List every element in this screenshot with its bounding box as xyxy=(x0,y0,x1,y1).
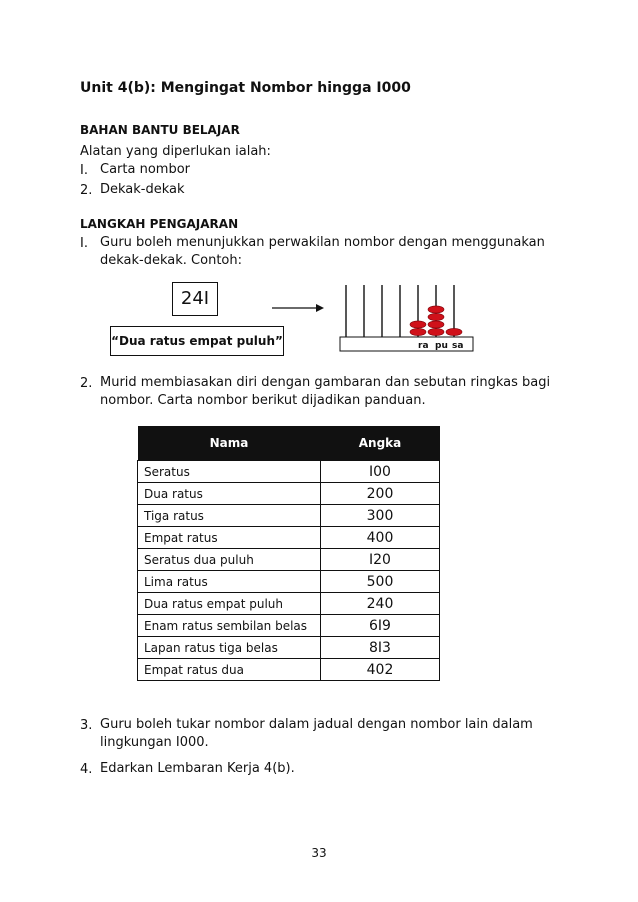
table-row xyxy=(138,461,440,483)
cell-angka: I00 xyxy=(321,461,440,483)
column-header-angka: Angka xyxy=(321,426,440,461)
step-3-line2: lingkungan I000. xyxy=(100,735,209,750)
step-2-line1: Murid membiasakan diri dengan gambaran dan sebutan ringkas bagi xyxy=(100,375,551,390)
arrow-head xyxy=(316,304,324,312)
abacus-bead-pu xyxy=(428,306,444,313)
table-row xyxy=(138,527,440,549)
cell-nama: Empat ratus dua xyxy=(138,659,321,681)
abacus-bead-ra xyxy=(410,321,426,328)
cell-nama: Empat ratus xyxy=(138,527,321,549)
cell-nama: Enam ratus sembilan belas xyxy=(138,615,321,637)
table-row xyxy=(138,549,440,571)
bahan-item-text: Dekak-dekak xyxy=(100,182,185,197)
langkah-heading: LANGKAH PENGAJARAN xyxy=(80,217,239,231)
table-row xyxy=(138,571,440,593)
cell-angka: 240 xyxy=(321,593,440,615)
step-4-number: 4. xyxy=(80,762,93,777)
cell-nama: Lima ratus xyxy=(138,571,321,593)
abacus-label-pu: pu xyxy=(435,341,448,351)
abacus-bead-pu xyxy=(428,328,444,335)
table-row xyxy=(138,615,440,637)
cell-nama: Dua ratus xyxy=(138,483,321,505)
table-row xyxy=(138,659,440,681)
bahan-item-number: I. xyxy=(80,163,88,178)
abacus-label-sa: sa xyxy=(452,341,464,351)
step-3-number: 3. xyxy=(80,718,93,733)
abacus-bead-pu xyxy=(428,313,444,320)
table-body xyxy=(138,461,440,681)
cell-nama: Tiga ratus xyxy=(138,505,321,527)
bahan-heading: BAHAN BANTU BELAJAR xyxy=(80,123,240,137)
cell-nama: Seratus xyxy=(138,461,321,483)
table-row xyxy=(138,483,440,505)
cell-angka: 400 xyxy=(321,527,440,549)
number-chart-table xyxy=(137,426,440,681)
cell-angka: 8I3 xyxy=(321,637,440,659)
bahan-item-number: 2. xyxy=(80,183,93,198)
step-3-line1: Guru boleh tukar nombor dalam jadual dengan nombor lain dalam xyxy=(100,717,533,732)
step-2-number: 2. xyxy=(80,376,93,391)
table-row xyxy=(138,505,440,527)
cell-nama: Seratus dua puluh xyxy=(138,549,321,571)
cell-nama: Lapan ratus tiga belas xyxy=(138,637,321,659)
page-title: Unit 4(b): Mengingat Nombor hingga I000 xyxy=(80,80,411,96)
abacus-bead-pu xyxy=(428,321,444,328)
abacus-bead-ra xyxy=(410,328,426,335)
example-words-box: “Dua ratus empat puluh” xyxy=(110,326,284,356)
cell-angka: 300 xyxy=(321,505,440,527)
step-1-line1: Guru boleh menunjukkan perwakilan nombor dengan menggunakan xyxy=(100,235,545,250)
step-4-text: Edarkan Lembaran Kerja 4(b). xyxy=(100,761,295,776)
cell-nama: Dua ratus empat puluh xyxy=(138,593,321,615)
column-header-nama: Nama xyxy=(138,426,321,461)
step-1-number: I. xyxy=(80,236,88,251)
page-number: 33 xyxy=(311,846,327,860)
cell-angka: 6I9 xyxy=(321,615,440,637)
step-2-line2: nombor. Carta nombor berikut dijadikan panduan. xyxy=(100,393,426,408)
table-row xyxy=(138,637,440,659)
abacus-diagram xyxy=(260,285,480,355)
table-row xyxy=(138,593,440,615)
step-1-line2: dekak-dekak. Contoh: xyxy=(100,253,242,268)
cell-angka: 500 xyxy=(321,571,440,593)
cell-angka: 200 xyxy=(321,483,440,505)
bahan-item-text: Carta nombor xyxy=(100,162,190,177)
bahan-intro: Alatan yang diperlukan ialah: xyxy=(80,144,271,159)
abacus-bead-sa xyxy=(446,328,462,335)
cell-angka: I20 xyxy=(321,549,440,571)
cell-angka: 402 xyxy=(321,659,440,681)
abacus-label-ra: ra xyxy=(418,341,429,351)
example-number-box: 24I xyxy=(172,282,218,316)
